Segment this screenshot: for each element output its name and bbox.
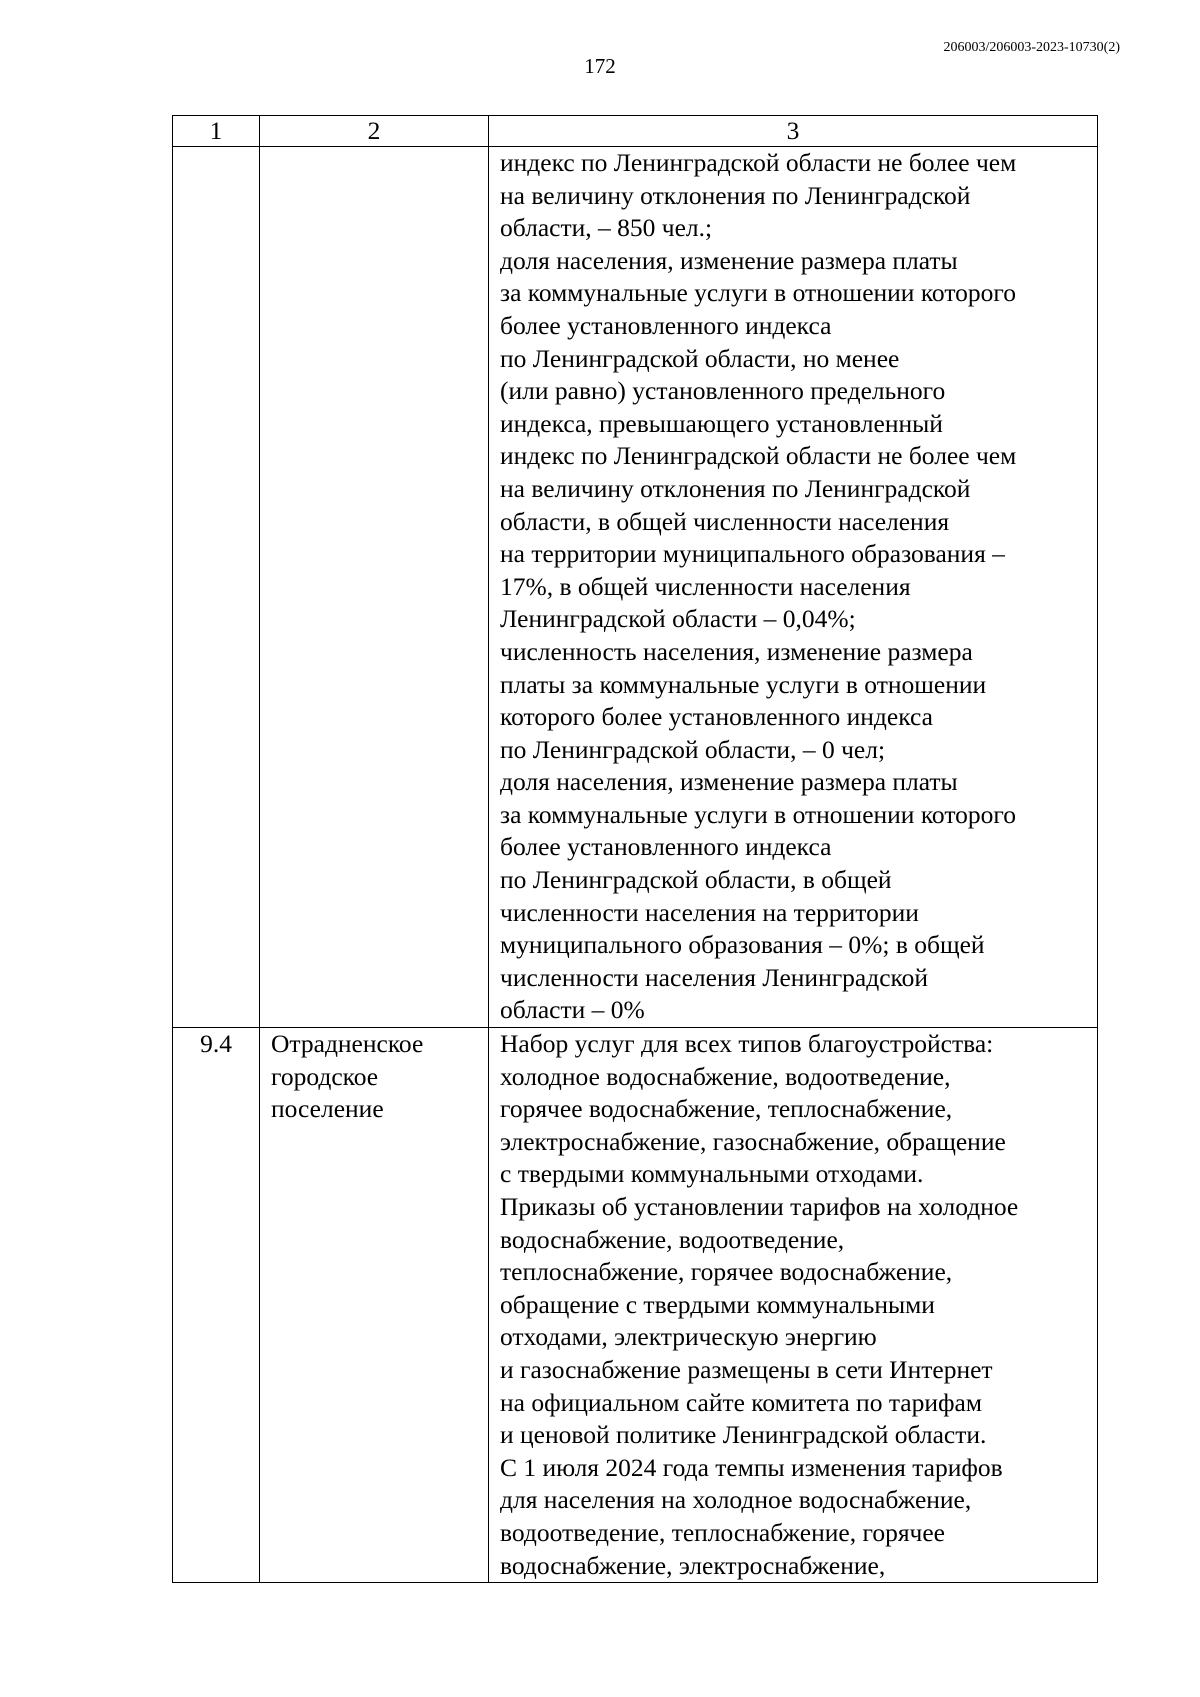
description-cell (489, 1028, 1098, 1583)
tariff-table (172, 115, 1098, 1583)
page-number: 172 (584, 54, 616, 78)
description-line: на величину отклонения по Ленинградской (500, 180, 971, 210)
table-row (173, 1028, 1098, 1583)
description-line: водоснабжение, электроснабжение, (500, 1550, 886, 1580)
description-line: области, – 850 чел.; (500, 213, 713, 243)
description-line: холодное водоснабжение, водоотведение, (500, 1061, 951, 1091)
description-line: индекс по Ленинградской области не более чем (500, 148, 1017, 177)
description-line: за коммунальные услуги в отношении которого (500, 799, 1016, 829)
description-line: на официальном сайте комитета по тарифам (500, 1387, 982, 1417)
description-line: водоснабжение, водоотведение, (500, 1224, 845, 1254)
description-line: численность населения, изменение размера (500, 636, 973, 666)
description-line: численности населения на территории (500, 897, 919, 927)
description-line: платы за коммунальные услуги в отношении (500, 669, 987, 699)
row-number-cell (173, 147, 260, 1028)
description-line: муниципального образования – 0%; в общей (500, 930, 985, 960)
description-line: с твердыми коммунальными отходами. (500, 1159, 924, 1189)
description-line: электроснабжение, газоснабжение, обращение (500, 1126, 1006, 1156)
column-header-3: 3 (489, 116, 1098, 147)
description-line: области – 0% (500, 995, 645, 1025)
description-line: Приказы об установлении тарифов на холодное (500, 1192, 1019, 1221)
description-line: С 1 июля 2024 года темпы изменения тарифов (500, 1452, 1003, 1482)
description-line: индекса, превышающего установленный (500, 408, 943, 438)
description-line: водоотведение, теплоснабжение, горячее (500, 1517, 946, 1547)
column-header-2: 2 (260, 116, 489, 147)
settlement-name-line: городское (271, 1061, 379, 1091)
row-number-cell: 9.4 (173, 1028, 260, 1583)
description-line: более установленного индекса (500, 832, 832, 862)
description-line: (или равно) установленного предельного (500, 376, 946, 406)
description-line: отходами, электрическую энергию (500, 1322, 877, 1352)
settlement-name-line: Отрадненское (271, 1029, 424, 1059)
column-header-1: 1 (173, 116, 260, 147)
description-cell (489, 147, 1098, 1028)
table-row (173, 147, 1098, 1028)
settlement-name-line: поселение (271, 1094, 384, 1124)
description-line: области, в общей численности населения (500, 506, 950, 536)
settlement-name-cell (260, 1028, 489, 1583)
description-line: 17%, в общей численности населения (500, 571, 911, 601)
description-line: обращение с твердыми коммунальными (500, 1289, 935, 1319)
description-line: и ценовой политике Ленинградской области. (500, 1420, 987, 1450)
description-line: Ленинградской области – 0,04%; (500, 604, 856, 634)
description-line: которого более установленного индекса (500, 702, 933, 732)
table-body (173, 147, 1098, 1583)
description-line: горячее водоснабжение, теплоснабжение, (500, 1094, 953, 1124)
table-header (173, 116, 1098, 147)
description-line: численности населения Ленинградской (500, 962, 929, 992)
description-line: для населения на холодное водоснабжение, (500, 1485, 972, 1515)
header-row (173, 116, 1098, 147)
description-line: на величину отклонения по Ленинградской (500, 473, 971, 503)
description-line: Набор услуг для всех типов благоустройства: (500, 1029, 994, 1059)
description-line: доля населения, изменение размера платы (500, 767, 958, 797)
description-line: индекс по Ленинградской области не более чем (500, 441, 1017, 471)
settlement-name-cell (260, 147, 489, 1028)
description-line: по Ленинградской области, – 0 чел; (500, 734, 886, 764)
document-code: 206003/206003-2023-10730(2) (943, 40, 1120, 55)
description-line: доля населения, изменение размера платы (500, 245, 958, 275)
description-line: за коммунальные услуги в отношении которого (500, 278, 1016, 308)
description-line: на территории муниципального образования – (500, 539, 1005, 569)
description-line: по Ленинградской области, в общей (500, 865, 892, 895)
description-line: по Ленинградской области, но менее (500, 343, 900, 373)
description-line: более установленного индекса (500, 310, 832, 340)
description-line: теплоснабжение, горячее водоснабжение, (500, 1257, 953, 1287)
description-line: и газоснабжение размещены в сети Интернет (500, 1354, 993, 1384)
